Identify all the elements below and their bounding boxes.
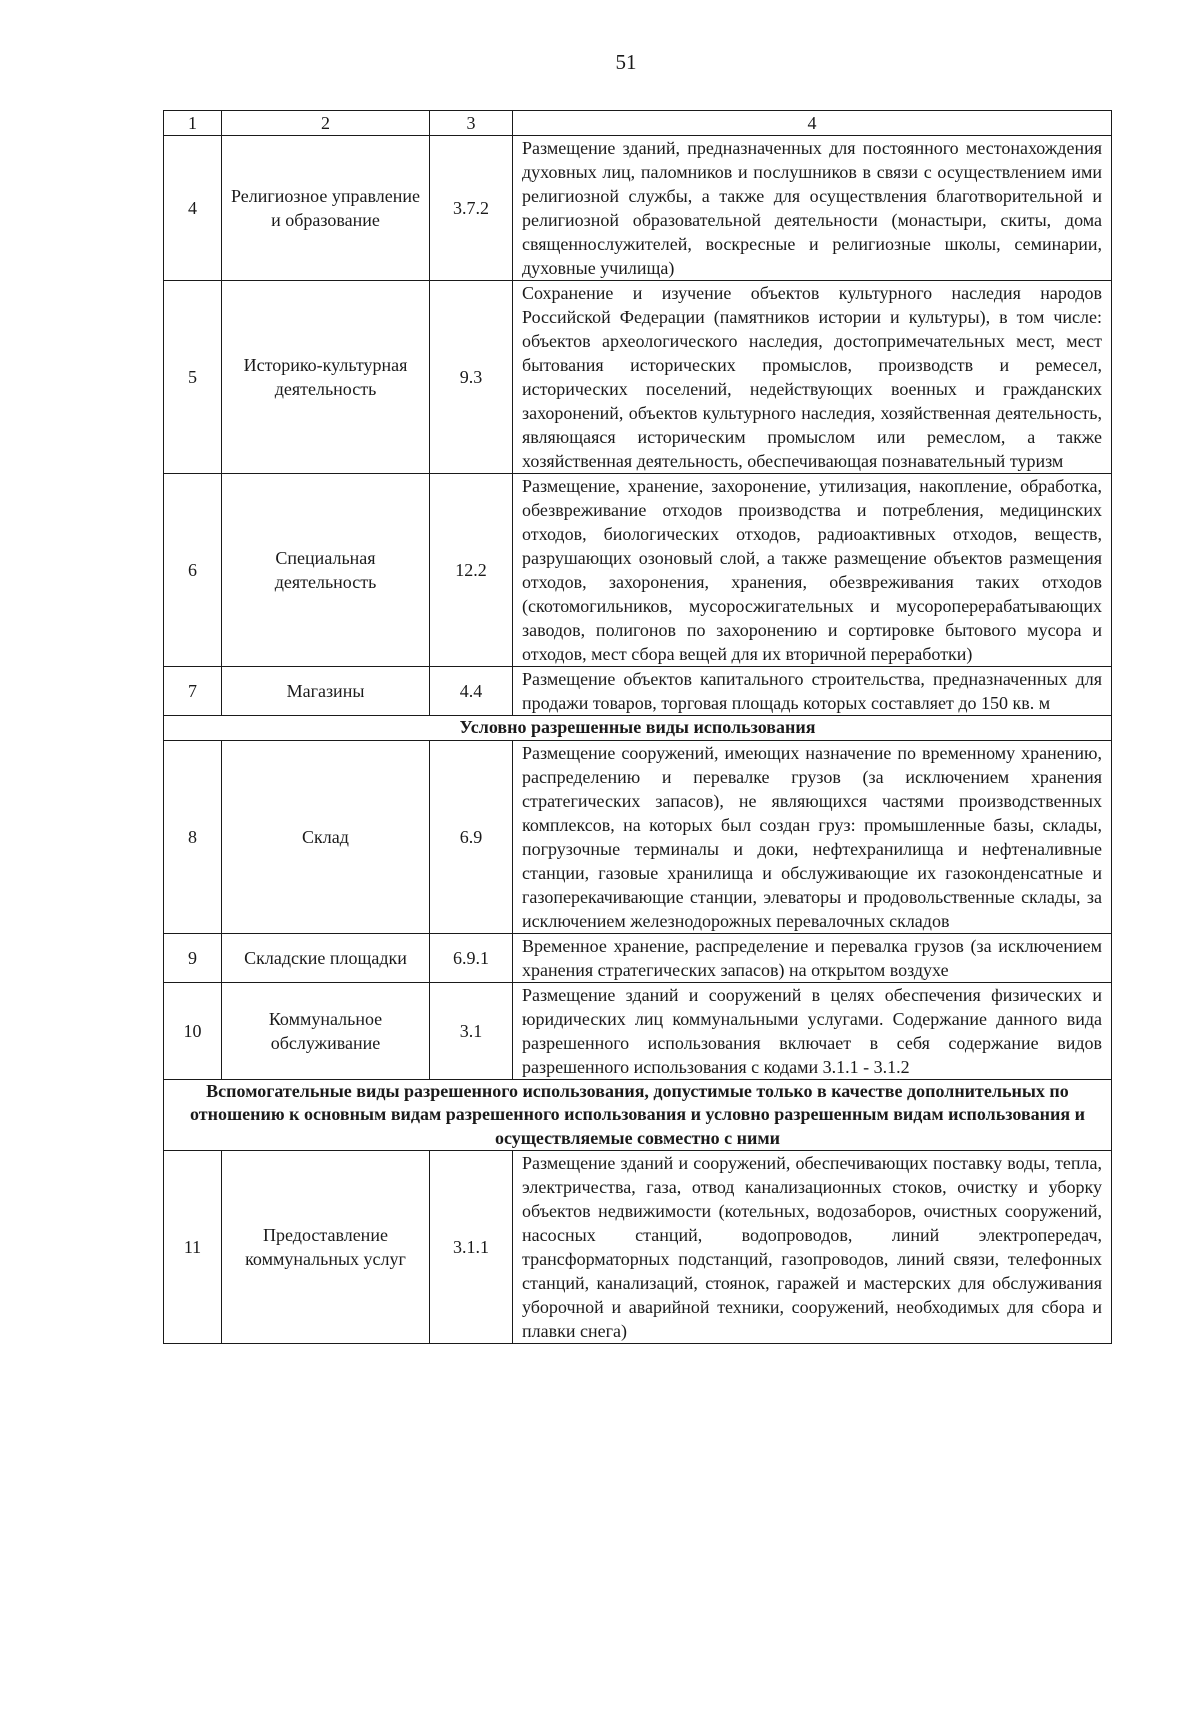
use-type-description: Сохранение и изучение объектов культурного наследия народов Российской Федерации (памятников истории и культуры), в том числе: объектов археологического наследия, достопримечательных мест, мест бытования исторических промыслов, производств и ремесел, исторических поселений, недействующих военных и гражданских захоронений, объектов культурного наследия, хозяйственная деятельность, являющаяся историческим промыслом или ремеслом, а также хозяйственная деятельность, обеспечивающая познавательный туризм	[513, 281, 1112, 474]
land-use-table	[163, 110, 1112, 1344]
table-row	[164, 740, 1112, 933]
use-type-name: Предоставление коммунальных услуг	[222, 1151, 430, 1344]
row-number: 9	[164, 933, 222, 982]
row-number: 7	[164, 667, 222, 716]
use-type-name: Специальная деятельность	[222, 474, 430, 667]
column-header-number: 1	[164, 111, 222, 136]
use-type-description: Временное хранение, распределение и перевалка грузов (за исключением хранения стратегических запасов) на открытом воздухе	[513, 933, 1112, 982]
use-type-description: Размещение зданий, предназначенных для постоянного местонахождения духовных лиц, паломников и послушников в связи с осуществлением ими религиозной службы, а также для осуществления благотворительной и религиозной образовательной деятельности (монастыри, скиты, дома священнослужителей, воскресные и религиозные школы, семинарии, духовные училища)	[513, 136, 1112, 281]
use-type-code: 6.9.1	[430, 933, 513, 982]
row-number: 5	[164, 281, 222, 474]
table-row	[164, 667, 1112, 716]
table-row	[164, 982, 1112, 1079]
table-header-row	[164, 111, 1112, 136]
use-type-description: Размещение зданий и сооружений в целях обеспечения физических и юридических лиц коммунальными услугами. Содержание данного вида разрешенного использования включает в себя содержание видов разрешенного использования с кодами 3.1.1 - 3.1.2	[513, 982, 1112, 1079]
use-type-name: Коммунальное обслуживание	[222, 982, 430, 1079]
table-row	[164, 474, 1112, 667]
column-header-description: 4	[513, 111, 1112, 136]
use-type-description: Размещение зданий и сооружений, обеспечивающих поставку воды, тепла, электричества, газа, отвод канализационных стоков, очистку и уборку объектов недвижимости (котельных, водозаборов, очистных сооружений, насосных станций, водопроводов, линий электропередач, трансформаторных подстанций, газопроводов, линий связи, телефонных станций, канализаций, стоянок, гаражей и мастерских для обслуживания уборочной и аварийной техники, сооружений, необходимых для сбора и плавки снега)	[513, 1151, 1112, 1344]
table-row	[164, 1151, 1112, 1344]
use-type-description: Размещение объектов капитального строительства, предназначенных для продажи товаров, торговая площадь которых составляет до 150 кв. м	[513, 667, 1112, 716]
use-type-name: Склад	[222, 740, 430, 933]
use-type-name: Религиозное управление и образование	[222, 136, 430, 281]
use-type-code: 12.2	[430, 474, 513, 667]
use-type-code: 3.1	[430, 982, 513, 1079]
row-number: 4	[164, 136, 222, 281]
use-type-code: 6.9	[430, 740, 513, 933]
use-type-code: 4.4	[430, 667, 513, 716]
column-header-code: 3	[430, 111, 513, 136]
table-row	[164, 136, 1112, 281]
column-header-name: 2	[222, 111, 430, 136]
use-type-description: Размещение сооружений, имеющих назначение по временному хранению, распределению и перевалке грузов (за исключением хранения стратегических запасов), не являющихся частями производственных комплексов, на которых был создан груз: промышленные базы, склады, погрузочные терминалы и доки, нефтехранилища и нефтеналивные станции, газовые хранилища и обслуживающие их газоконденсатные и газоперекачивающие станции, элеваторы и продовольственные склады, за исключением железнодорожных перевалочных складов	[513, 740, 1112, 933]
row-number: 6	[164, 474, 222, 667]
row-number: 8	[164, 740, 222, 933]
page-number: 51	[615, 50, 637, 74]
row-number: 10	[164, 982, 222, 1079]
table-row	[164, 281, 1112, 474]
section-title-conditional: Условно разрешенные виды использования	[164, 716, 1112, 741]
use-type-description: Размещение, хранение, захоронение, утилизация, накопление, обработка, обезвреживание отходов производства и потребления, медицинских отходов, биологических отходов, радиоактивных отходов, веществ, разрушающих озоновый слой, а также размещение объектов размещения отходов, захоронения, хранения, обезвреживания таких отходов (скотомогильников, мусоросжигательных и мусороперерабатывающих заводов, полигонов по захоронению и сортировке бытового мусора и отходов, мест сбора вещей для их вторичной переработки)	[513, 474, 1112, 667]
use-type-code: 3.1.1	[430, 1151, 513, 1344]
row-number: 11	[164, 1151, 222, 1344]
section-title-auxiliary: Вспомогательные виды разрешенного использования, допустимые только в качестве дополнительных по отношению к основным видам разрешенного использования и условно разрешенным видам использования и осуществляемые совместно с ними	[164, 1079, 1112, 1151]
use-type-name: Складские площадки	[222, 933, 430, 982]
section-row-conditional	[164, 716, 1112, 741]
use-type-code: 3.7.2	[430, 136, 513, 281]
table-row	[164, 933, 1112, 982]
use-type-code: 9.3	[430, 281, 513, 474]
use-type-name: Магазины	[222, 667, 430, 716]
use-type-name: Историко-культурная деятельность	[222, 281, 430, 474]
section-row-auxiliary	[164, 1079, 1112, 1151]
